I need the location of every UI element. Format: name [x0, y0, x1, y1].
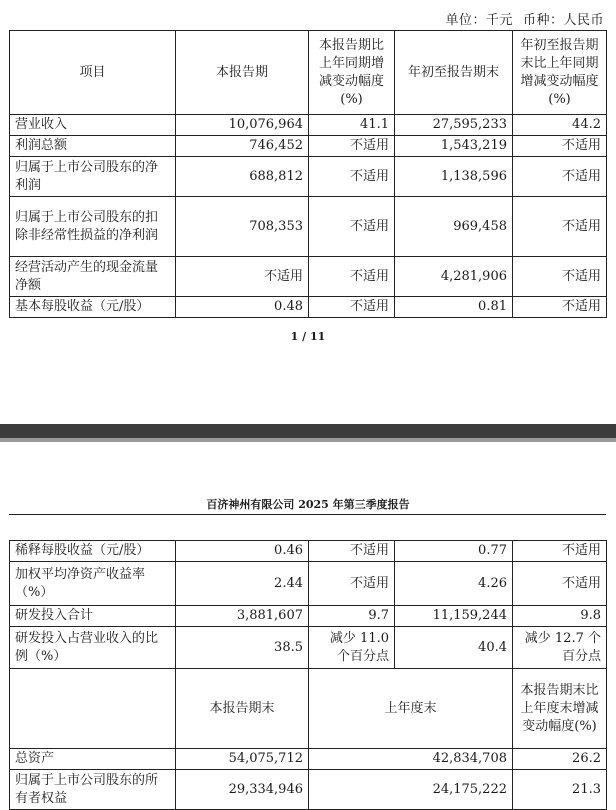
table-row	[10, 749, 607, 770]
row-label: 基本每股收益（元/股）	[10, 297, 176, 318]
subheader-item	[10, 669, 176, 749]
table-row	[10, 136, 607, 157]
table-row	[10, 115, 607, 136]
cell: 3,881,607	[176, 606, 309, 627]
table-header-row	[10, 31, 607, 115]
cell: 不适用	[513, 257, 607, 297]
cell: 746,452	[176, 136, 309, 157]
financial-table-page1	[9, 30, 607, 318]
cell: 38.5	[176, 627, 309, 669]
cell: 2.44	[176, 562, 309, 606]
cell: 9.8	[513, 606, 607, 627]
row-label: 利润总额	[10, 136, 176, 157]
cell: 不适用	[513, 297, 607, 318]
cell: 1,138,596	[395, 157, 513, 197]
row-label: 研发投入合计	[10, 606, 176, 627]
row-label: 稀释每股收益（元/股）	[10, 541, 176, 562]
cell: 1,543,219	[395, 136, 513, 157]
table-row	[10, 541, 607, 562]
row-label: 研发投入占营业收入的比例（%）	[10, 627, 176, 669]
cell: 不适用	[309, 541, 395, 562]
cell: 44.2	[513, 115, 607, 136]
unit-label: 单位：千元	[445, 13, 513, 28]
table-row	[10, 606, 607, 627]
cell: 11,159,244	[395, 606, 513, 627]
row-label: 加权平均净资产收益率（%）	[10, 562, 176, 606]
cell: 不适用	[309, 197, 395, 257]
header-ytd: 年初至报告期末	[395, 31, 513, 115]
cell: 不适用	[513, 197, 607, 257]
header-item: 项目	[10, 31, 176, 115]
cell: 42,834,708	[309, 749, 513, 770]
cell: 4.26	[395, 562, 513, 606]
page-separator	[0, 424, 616, 438]
page-number: 1 / 11	[290, 330, 326, 343]
cell: 9.7	[309, 606, 395, 627]
cell: 26.2	[513, 749, 607, 770]
row-label: 营业收入	[10, 115, 176, 136]
cell: 不适用	[513, 136, 607, 157]
cell: 不适用	[513, 157, 607, 197]
row-label: 归属于上市公司股东的净利润	[10, 157, 176, 197]
cell: 不适用	[309, 297, 395, 318]
cell: 不适用	[309, 157, 395, 197]
subheader-prior-year-end: 上年度末	[309, 669, 513, 749]
cell: 40.4	[395, 627, 513, 669]
unit-currency-line	[435, 9, 604, 28]
cell: 4,281,906	[395, 257, 513, 297]
cell: 不适用	[513, 541, 607, 562]
cell: 21.3	[513, 770, 607, 810]
cell: 不适用	[176, 257, 309, 297]
page-header-title: 百济神州有限公司 2025 年第三季度报告	[206, 498, 410, 511]
table-subheader-row	[10, 669, 607, 749]
header-current-change: 本报告期比上年同期增减变动幅度(%)	[309, 31, 395, 115]
table-row	[10, 297, 607, 318]
header-rule	[9, 514, 606, 515]
currency-label: 币种：人民币	[522, 13, 604, 28]
table-row	[10, 157, 607, 197]
cell: 708,353	[176, 197, 309, 257]
cell: 0.46	[176, 541, 309, 562]
table-row	[10, 197, 607, 257]
cell: 24,175,222	[309, 770, 513, 810]
cell: 不适用	[309, 562, 395, 606]
cell: 0.48	[176, 297, 309, 318]
cell: 不适用	[309, 257, 395, 297]
cell: 27,595,233	[395, 115, 513, 136]
financial-table-page2	[9, 540, 607, 810]
table-row	[10, 562, 607, 606]
header-ytd-change: 年初至报告期末比上年同期增减变动幅度(%)	[513, 31, 607, 115]
cell: 969,458	[395, 197, 513, 257]
row-label: 经营活动产生的现金流量净额	[10, 257, 176, 297]
cell: 0.77	[395, 541, 513, 562]
cell: 不适用	[513, 562, 607, 606]
cell: 0.81	[395, 297, 513, 318]
cell: 不适用	[309, 136, 395, 157]
cell: 减少 11.0 个百分点	[309, 627, 395, 669]
cell: 减少 12.7 个百分点	[513, 627, 607, 669]
header-current-period: 本报告期	[176, 31, 309, 115]
cell: 688,812	[176, 157, 309, 197]
cell: 29,334,946	[176, 770, 309, 810]
cell: 41.1	[309, 115, 395, 136]
table-row	[10, 627, 607, 669]
cell: 54,075,712	[176, 749, 309, 770]
row-label: 归属于上市公司股东的所有者权益	[10, 770, 176, 810]
subheader-period-end: 本报告期末	[176, 669, 309, 749]
row-label: 归属于上市公司股东的扣除非经常性损益的净利润	[10, 197, 176, 257]
table-row	[10, 257, 607, 297]
cell: 10,076,964	[176, 115, 309, 136]
page-separator-shadow	[0, 438, 616, 442]
row-label: 总资产	[10, 749, 176, 770]
subheader-change: 本报告期末比上年度末增减变动幅度(%)	[513, 669, 607, 749]
table-row	[10, 770, 607, 810]
